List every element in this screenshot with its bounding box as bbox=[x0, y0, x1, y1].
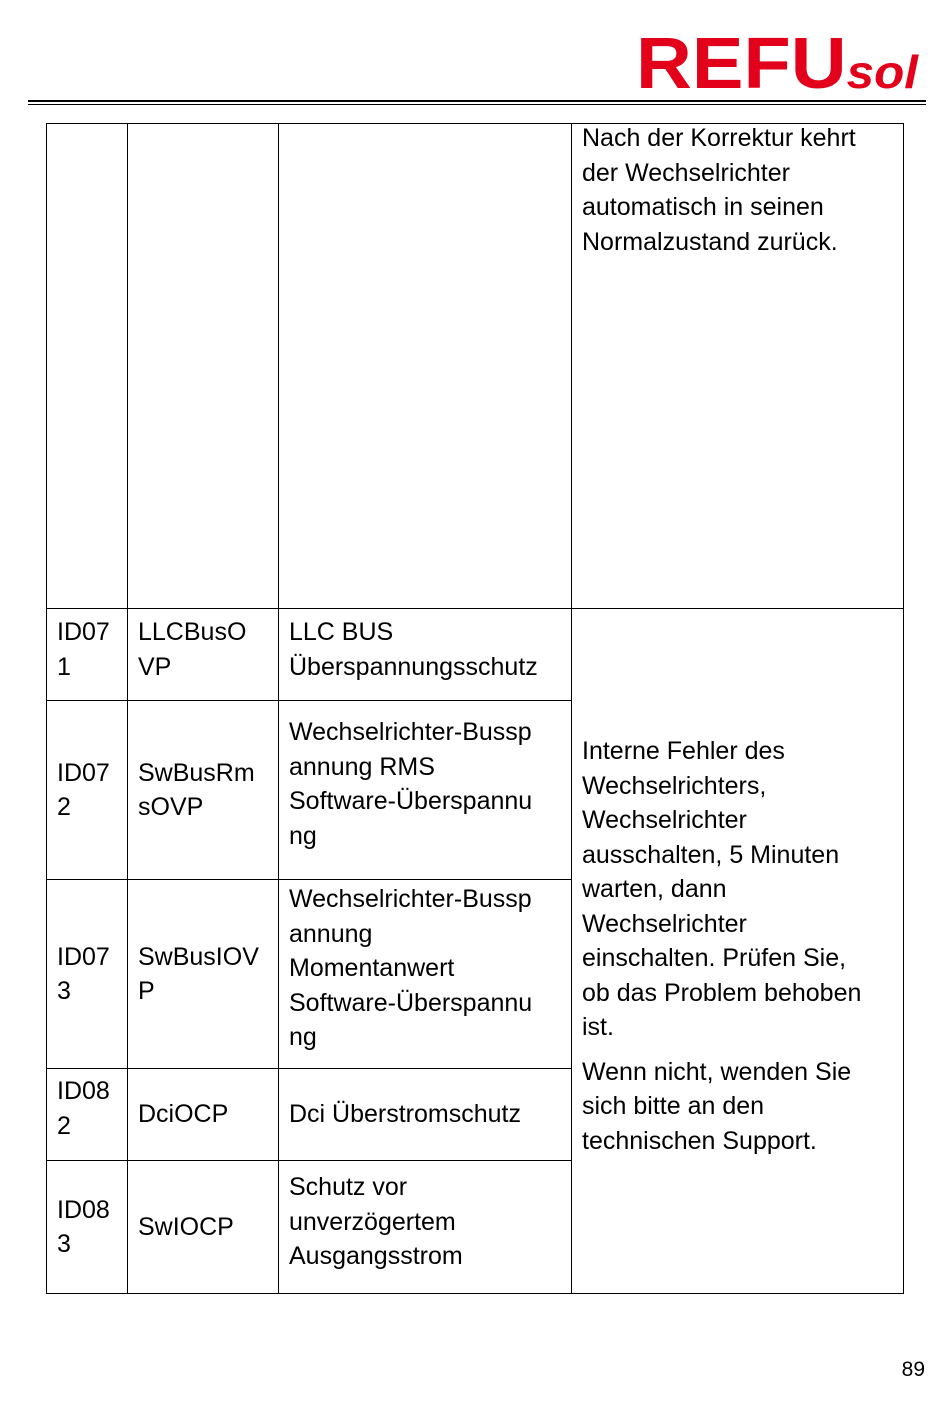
text-line: sich bitte an den bbox=[582, 1092, 765, 1120]
error-name-cell bbox=[128, 701, 278, 879]
text-line: warten, dann bbox=[582, 875, 727, 903]
error-id: 2 bbox=[57, 793, 71, 821]
logo-text: REFU sol bbox=[636, 28, 914, 94]
action-paragraph-2 bbox=[582, 1055, 893, 1159]
error-name-cell bbox=[128, 880, 278, 1068]
error-id: 3 bbox=[57, 1230, 71, 1258]
error-id-cell bbox=[47, 615, 127, 684]
error-description-cell bbox=[279, 615, 573, 684]
error-name: VP bbox=[138, 652, 172, 681]
error-id: ID07 bbox=[57, 758, 110, 787]
error-description: Momentanwert bbox=[289, 954, 455, 982]
text-line: Wechselrichters, bbox=[582, 771, 767, 800]
error-description: Dci Überstromschutz bbox=[289, 1100, 521, 1129]
text-line: ausschalten, 5 Minuten bbox=[582, 840, 840, 869]
error-name: SwBusIOV bbox=[138, 942, 259, 971]
error-description: ng bbox=[289, 821, 317, 850]
error-name: SwBusRm bbox=[138, 758, 255, 787]
error-description: LLC BUS bbox=[289, 618, 394, 646]
error-description-cell bbox=[279, 715, 572, 853]
shared-action-cell bbox=[572, 734, 903, 1158]
text-line: einschalten. Prüfen Sie, bbox=[582, 944, 847, 972]
error-name: P bbox=[138, 977, 155, 1005]
text-line: Wechselrichter bbox=[582, 806, 747, 834]
action-paragraph-1 bbox=[582, 734, 893, 1045]
error-id: ID07 bbox=[57, 618, 110, 646]
text-line: Normalzustand zurück. bbox=[582, 227, 838, 256]
text-line: Wenn nicht, wenden Sie bbox=[582, 1057, 852, 1086]
text-line: Nach der Korrektur kehrt bbox=[582, 124, 856, 152]
error-id-cell bbox=[47, 1161, 127, 1293]
error-description: annung RMS bbox=[289, 752, 435, 781]
error-id-cell bbox=[47, 1074, 127, 1143]
error-description: Software-Überspannu bbox=[289, 787, 533, 815]
error-name-cell bbox=[128, 615, 278, 684]
error-name-cell bbox=[128, 1069, 278, 1160]
header-rule-thin bbox=[28, 104, 926, 105]
error-id: ID08 bbox=[57, 1077, 110, 1105]
row-divider-1 bbox=[46, 608, 904, 609]
error-id: ID08 bbox=[57, 1195, 110, 1224]
table-border-bottom bbox=[46, 1293, 904, 1294]
page-number: 89 bbox=[901, 1358, 925, 1381]
error-id: 2 bbox=[57, 1111, 71, 1140]
error-description: annung bbox=[289, 919, 373, 948]
error-description-cell bbox=[279, 1069, 572, 1160]
header-rule-thick bbox=[28, 100, 926, 102]
table-border-right bbox=[903, 123, 904, 1294]
text-line: technischen Support. bbox=[582, 1126, 817, 1155]
error-description-cell bbox=[279, 1170, 572, 1274]
refusol-logo bbox=[636, 28, 926, 94]
error-description: ng bbox=[289, 1023, 317, 1051]
error-id: 3 bbox=[57, 977, 71, 1005]
error-description: Software-Überspannu bbox=[289, 988, 533, 1017]
text-line: der Wechselrichter bbox=[582, 158, 790, 187]
error-description: Wechselrichter-Bussp bbox=[289, 885, 532, 913]
error-description: Überspannungsschutz bbox=[289, 652, 538, 681]
text-line: ob das Problem behoben bbox=[582, 978, 862, 1007]
error-description: Wechselrichter-Bussp bbox=[289, 718, 532, 746]
text-line: ist. bbox=[582, 1013, 614, 1041]
error-name: SwIOCP bbox=[138, 1212, 234, 1241]
error-name: DciOCP bbox=[138, 1100, 229, 1129]
error-id: 1 bbox=[57, 652, 71, 681]
error-name-cell bbox=[128, 1161, 278, 1293]
error-id: ID07 bbox=[57, 942, 110, 971]
error-id-cell bbox=[47, 701, 127, 879]
error-description: unverzögertem bbox=[289, 1207, 456, 1236]
error-description-cell bbox=[279, 882, 572, 1055]
text-line: Interne Fehler des bbox=[582, 737, 785, 765]
error-description: Ausgangsstrom bbox=[289, 1242, 463, 1270]
error-name: sOVP bbox=[138, 793, 204, 821]
continuation-action-cell bbox=[572, 121, 903, 259]
error-description: Schutz vor bbox=[289, 1173, 408, 1201]
error-name: LLCBusO bbox=[138, 618, 247, 646]
refusol-logo-graphic bbox=[636, 28, 926, 94]
error-id-cell bbox=[47, 880, 127, 1068]
text-line: Wechselrichter bbox=[582, 909, 747, 938]
text-line: automatisch in seinen bbox=[582, 193, 824, 221]
